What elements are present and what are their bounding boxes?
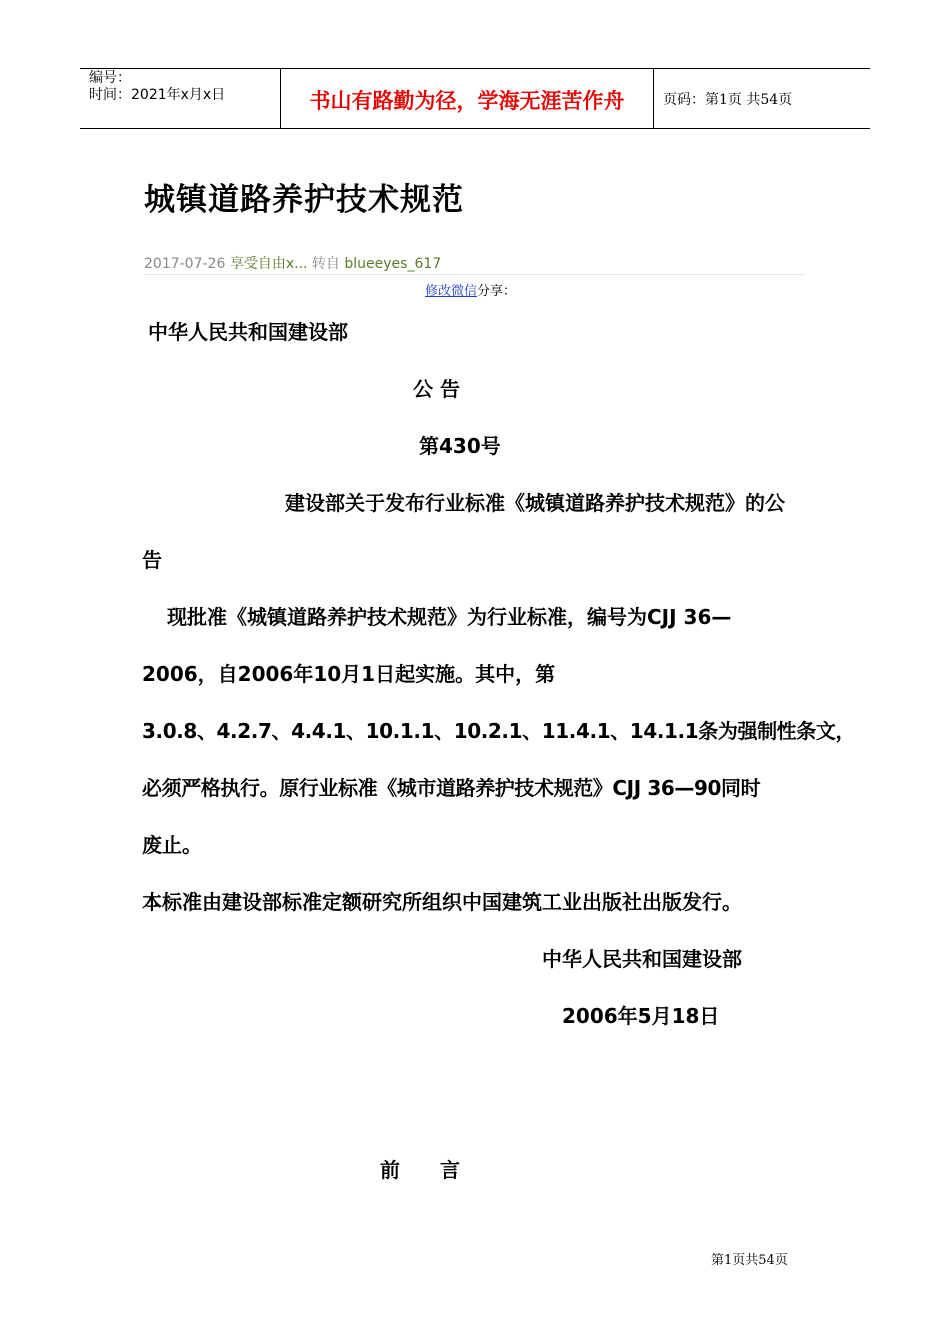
- header-motto: 书山有路勤为径，学海无涯苦作舟: [281, 69, 654, 128]
- notice-number: 第430号: [419, 434, 501, 458]
- article-meta: [144, 253, 441, 273]
- header-number: 编号：: [89, 70, 131, 86]
- notice-heading-line1: 建设部关于发布行业标准《城镇道路养护技术规范》的公: [285, 491, 785, 515]
- notice-title: 公 告: [413, 377, 460, 401]
- article-date: 2017-07-26: [144, 256, 226, 272]
- header-meta: [80, 69, 281, 128]
- repost-user-link[interactable]: blueeyes_617: [344, 256, 442, 272]
- share-bar: [425, 280, 516, 299]
- document-header: [80, 68, 870, 129]
- issuing-org: 中华人民共和国建设部: [148, 320, 348, 344]
- para1-line4: 必须严格执行。原行业标准《城市道路养护技术规范》CJJ 36—90同时: [142, 776, 761, 800]
- para2: 本标准由建设部标准定额研究所组织中国建筑工业出版社出版发行。: [142, 890, 742, 914]
- para1-line2: 2006，自2006年10月1日起实施。其中，第: [142, 662, 556, 686]
- signature-org: 中华人民共和国建设部: [542, 947, 742, 971]
- preface-heading: 前 言: [380, 1158, 460, 1182]
- share-label: 分享：: [477, 284, 517, 299]
- para1-line3: 3.0.8、4.2.7、4.4.1、10.1.1、10.2.1、11.4.1、14.1.1条为强制性条文，: [142, 719, 856, 743]
- article-author[interactable]: 享受自由x...: [229, 256, 308, 272]
- notice-heading-line2: 告: [142, 548, 162, 572]
- repost-prefix: 转自: [311, 256, 340, 272]
- para1-line5: 废止。: [142, 833, 202, 857]
- meta-divider: [144, 274, 806, 275]
- header-time: 时间：2021年x月x日: [89, 87, 226, 103]
- edit-wechat-link[interactable]: 修改微信: [425, 284, 478, 299]
- header-page-info: 页码：第1页 共54页: [663, 91, 793, 108]
- signature-date: 2006年5月18日: [562, 1004, 720, 1028]
- para1-line1: 现批准《城镇道路养护技术规范》为行业标准，编号为CJJ 36—: [167, 605, 732, 629]
- article-title: 城镇道路养护技术规范: [144, 182, 464, 218]
- page-footer: 第1页共54页: [711, 1253, 788, 1268]
